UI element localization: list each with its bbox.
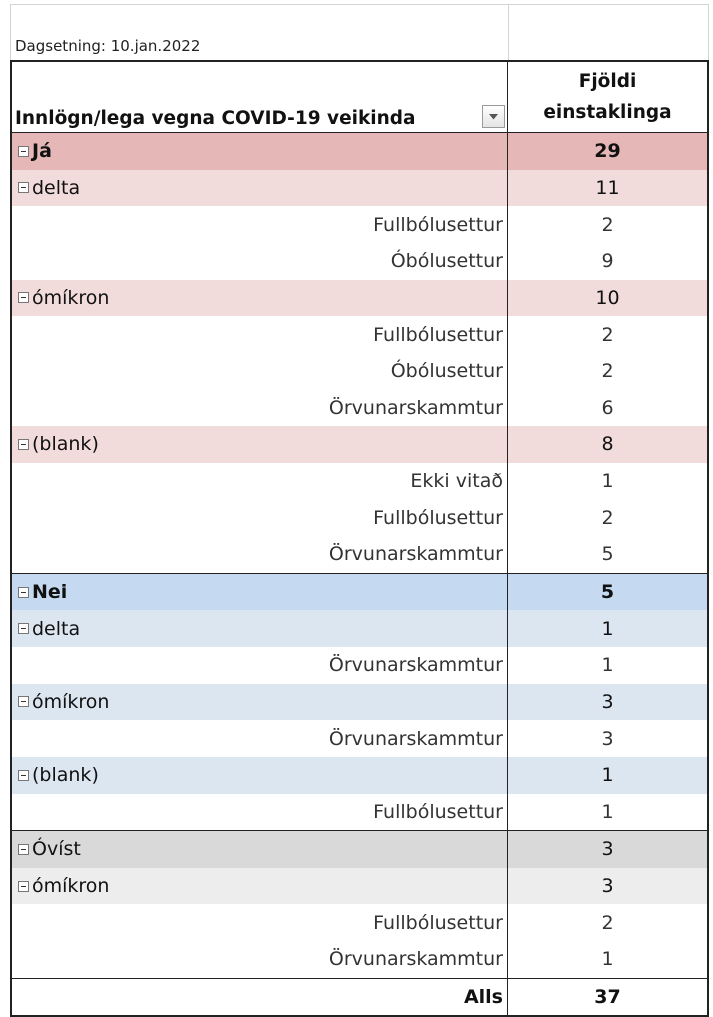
subgroup-value: 1 [601,764,614,787]
subgroup-row[interactable] [12,170,707,207]
group-value: 3 [601,838,614,861]
item-value: 9 [601,250,614,273]
subgroup-row[interactable] [12,280,707,317]
subgroup-row[interactable] [12,684,707,721]
grand-total-row [12,978,707,1016]
collapse-icon[interactable] [18,439,29,450]
item-row [12,353,707,390]
item-label: Óbólusettur [12,353,508,390]
item-value: 2 [601,506,614,529]
item-label: Ekki vitað [12,463,508,500]
subgroup-row[interactable] [12,868,707,905]
subgroup-row[interactable] [12,426,707,463]
subgroup-label: ómíkron [32,875,110,898]
item-label: Óbólusettur [12,243,508,280]
date-label: Dagsetning: 10.jan.2022 [15,37,201,55]
group-row-ovist[interactable] [12,830,707,868]
item-label: Örvunarskammtur [12,941,508,978]
item-value: 2 [601,360,614,383]
item-label: Fullbólusettur [12,206,508,243]
item-row [12,720,707,757]
item-label: Örvunarskammtur [12,647,508,684]
subgroup-label: delta [32,176,81,199]
item-value: 5 [601,543,614,566]
collapse-icon[interactable] [18,182,29,193]
subgroup-value: 8 [601,433,614,456]
filter-dropdown-button[interactable] [482,105,505,128]
item-value: 2 [601,323,614,346]
item-row [12,536,707,573]
gridline [508,5,509,60]
row-field-header[interactable] [12,62,508,132]
value-field-header [508,62,707,132]
subgroup-label: ómíkron [32,286,110,309]
item-value: 2 [601,911,614,934]
value-label-line2: einstaklinga [543,102,672,123]
item-label: Fullbólusettur [12,794,508,831]
group-label: Nei [32,581,68,603]
subgroup-label: ómíkron [32,690,110,713]
group-value: 5 [600,581,615,603]
group-row-nei[interactable] [12,573,707,611]
collapse-icon[interactable] [18,587,29,598]
value-label-line1: Fjöldi [578,71,637,92]
subgroup-value: 3 [601,875,614,898]
item-row [12,206,707,243]
subgroup-row[interactable] [12,610,707,647]
item-value: 3 [601,727,614,750]
item-label: Örvunarskammtur [12,389,508,426]
item-label: Fullbólusettur [12,316,508,353]
subgroup-label: (blank) [32,433,99,456]
item-label: Örvunarskammtur [12,536,508,573]
subgroup-label: delta [32,617,81,640]
item-label: Fullbólusettur [12,904,508,941]
item-value: 1 [601,470,614,493]
total-value: 37 [594,986,621,1009]
subgroup-value: 1 [601,617,614,640]
collapse-icon[interactable] [18,292,29,303]
collapse-icon[interactable] [18,623,29,634]
item-row [12,794,707,831]
collapse-icon[interactable] [18,844,29,855]
group-value: 29 [594,140,621,163]
item-value: 2 [601,213,614,236]
item-value: 1 [601,948,614,971]
collapse-icon[interactable] [18,881,29,892]
subgroup-label: (blank) [32,764,99,787]
collapse-icon[interactable] [18,146,29,157]
pivot-table [10,60,709,1017]
item-row [12,941,707,978]
chevron-down-icon [488,113,499,121]
collapse-icon[interactable] [18,696,29,707]
item-label: Örvunarskammtur [12,720,508,757]
subgroup-value: 10 [595,286,620,309]
subgroup-row[interactable] [12,757,707,794]
total-label: Alls [12,979,508,1016]
item-row [12,316,707,353]
group-row-ja[interactable] [12,133,707,170]
group-label: Já [32,140,52,163]
date-cell-row [10,4,709,60]
item-value: 1 [601,800,614,823]
subgroup-value: 3 [601,690,614,713]
subgroup-value: 11 [595,176,620,199]
group-label: Óvíst [32,838,81,861]
item-row [12,463,707,500]
item-row [12,389,707,426]
item-row [12,243,707,280]
item-row [12,904,707,941]
item-row [12,499,707,536]
item-row [12,647,707,684]
collapse-icon[interactable] [18,770,29,781]
item-label: Fullbólusettur [12,499,508,536]
item-value: 6 [601,396,614,419]
row-field-label: Innlögn/lega vegna COVID-19 veikinda [15,108,416,129]
item-value: 1 [601,654,614,677]
pivot-header [12,62,707,133]
